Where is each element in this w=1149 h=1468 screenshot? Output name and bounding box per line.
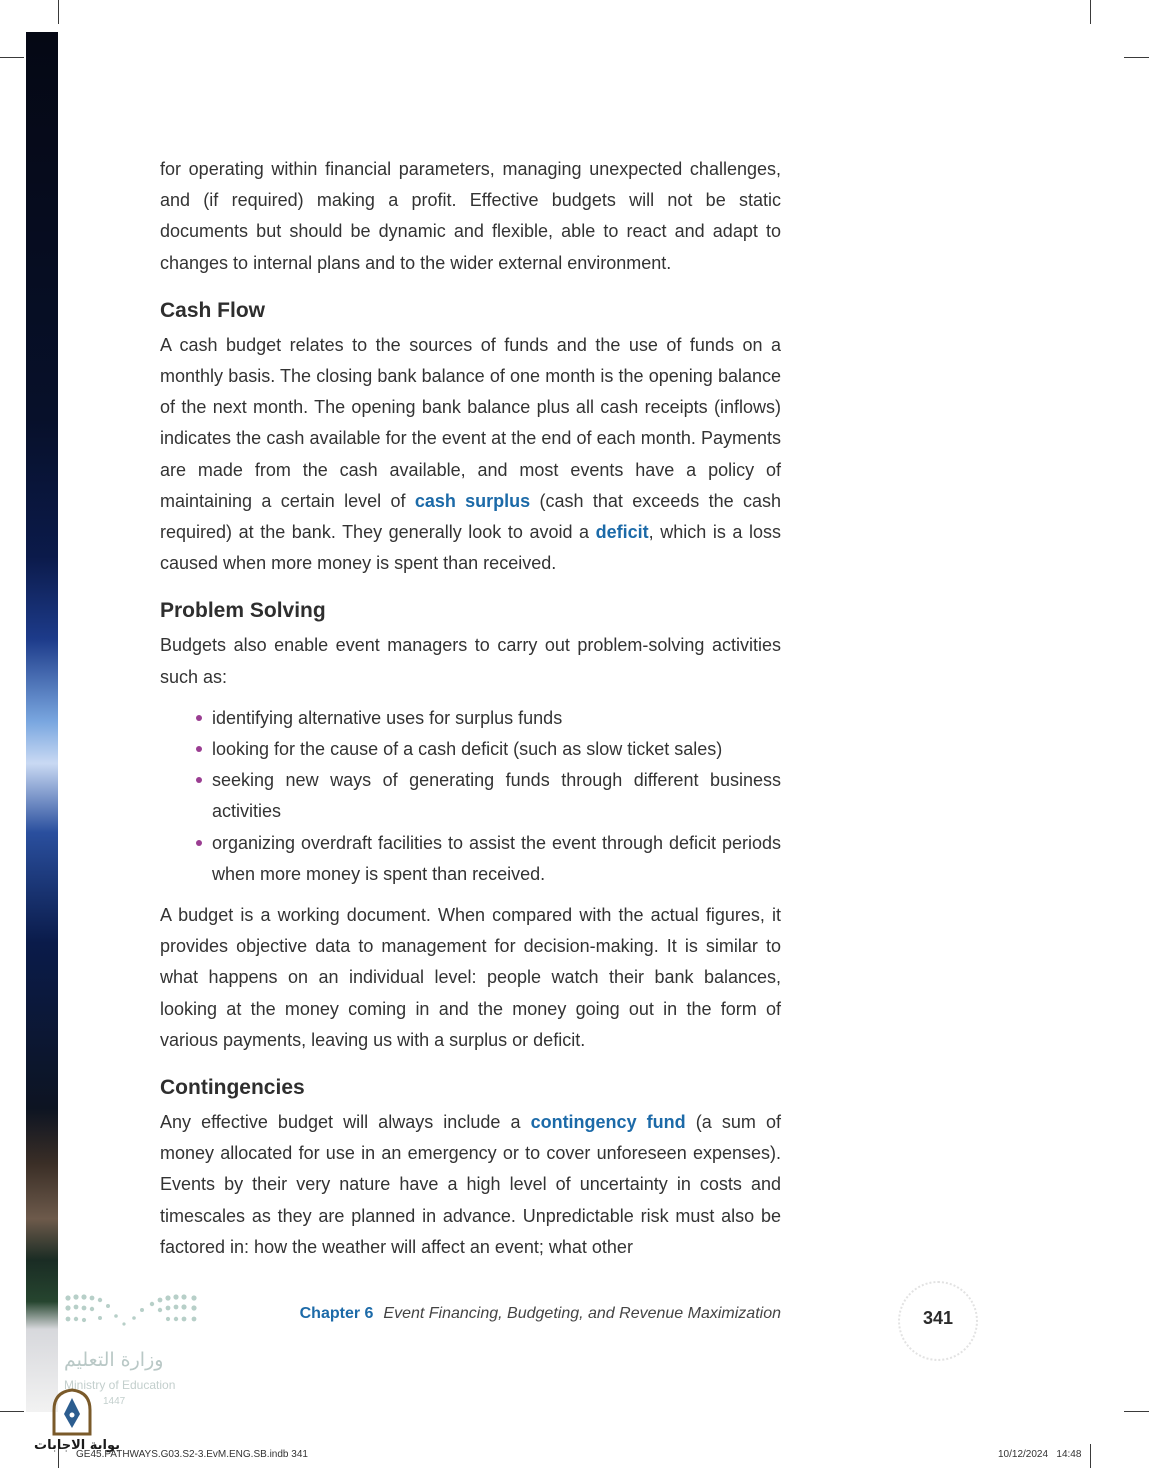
ministry-name-arabic: وزارة التعليم <box>64 1349 164 1371</box>
crop-mark <box>1090 0 1091 24</box>
ministry-year: 1447 <box>103 1396 126 1407</box>
cash-flow-paragraph <box>160 330 781 580</box>
key-term-contingency-fund: contingency fund <box>530 1112 686 1133</box>
list-item: looking for the cause of a cash deficit (such as slow ticket sales) <box>212 734 781 765</box>
page-number: 341 <box>922 1308 954 1328</box>
text-run: Any effective budget will always include a <box>160 1112 531 1133</box>
page-body <box>160 154 781 1263</box>
heading-contingencies: Contingencies <box>160 1076 305 1100</box>
watermark-text: بوابة الاجابات <box>34 1438 120 1453</box>
problem-solving-intro: Budgets also enable event managers to carry out problem-solving activities such as: <box>160 635 781 687</box>
crop-mark <box>1124 1411 1149 1412</box>
crop-mark <box>1124 57 1149 58</box>
pen-nib-icon <box>50 1388 94 1436</box>
print-slug-datetime <box>998 1449 1081 1460</box>
crop-mark <box>1090 1444 1091 1468</box>
print-slug-file: GE45.PATHWAYS.G03.S2-3.EvM.ENG.SB.indb 341 <box>76 1449 308 1460</box>
left-decorative-image-strip <box>26 32 58 1412</box>
heading-problem-solving: Problem Solving <box>160 599 326 623</box>
page-footer <box>276 1305 781 1323</box>
key-term-cash-surplus: cash surplus <box>414 490 531 511</box>
crop-mark <box>0 57 24 58</box>
text-run: , which is a loss caused when more money is spent than received. <box>160 522 781 574</box>
text-run: (a sum of money allocated for use in an emergency or to cover unforeseen expenses). Events by their very nature have a high level of uncertainty in costs and timescales as they are planned in advance. Unpredictable risk must also be factored in: how the weather will affect an event; what other <box>160 1112 781 1257</box>
crop-mark <box>58 0 59 24</box>
key-term-deficit: deficit <box>595 522 649 543</box>
crop-mark <box>0 1411 24 1412</box>
ministry-name-english: Ministry of Education <box>64 1378 176 1392</box>
list-item: organizing overdraft facilities to assist the event through deficit periods when more money is spent than received. <box>212 828 781 890</box>
text-run: (cash that exceeds the cash required) at the bank. They generally look to avoid a <box>160 490 781 543</box>
intro-paragraph: for operating within financial parameters, managing unexpected challenges, and (if required) making a profit. Effective budgets will not be static documents but should be dynamic and flexible, able to react and adapt to changes to internal plans and to the wider external environment. <box>160 159 781 273</box>
list-item: seeking new ways of generating funds through different business activities <box>212 765 781 827</box>
footer-chapter: Chapter 6 <box>299 1305 374 1322</box>
problem-solving-closing: A budget is a working document. When compared with the actual figures, it provides objective data to management for decision-making. It is similar to what happens on an individual level: people watch their bank balances, looking at the money coming in and the money going out in the form of various payments, leaving us with a surplus or deficit. <box>160 905 781 1050</box>
contingencies-paragraph <box>160 1107 781 1263</box>
text-run: A cash budget relates to the sources of funds and the use of funds on a monthly basis. The closing bank balance of one month is the opening balance of the next month. The opening bank balance plus all cash receipts (inflows) indicates the cash available for the event at the end of each month. Payments are made from the cash available, and most events have a policy of maintaining a certain level of <box>160 334 781 511</box>
print-slug-date: 10/12/2024 <box>998 1449 1049 1460</box>
list-item: identifying alternative uses for surplus funds <box>212 703 781 734</box>
ministry-logo-dots <box>64 1292 200 1332</box>
problem-solving-list <box>160 703 781 890</box>
print-slug-time: 14:48 <box>1056 1449 1082 1460</box>
page-number-badge <box>898 1281 978 1361</box>
heading-cash-flow: Cash Flow <box>160 298 266 322</box>
footer-chapter-title: Event Financing, Budgeting, and Revenue Maximization <box>383 1305 781 1322</box>
